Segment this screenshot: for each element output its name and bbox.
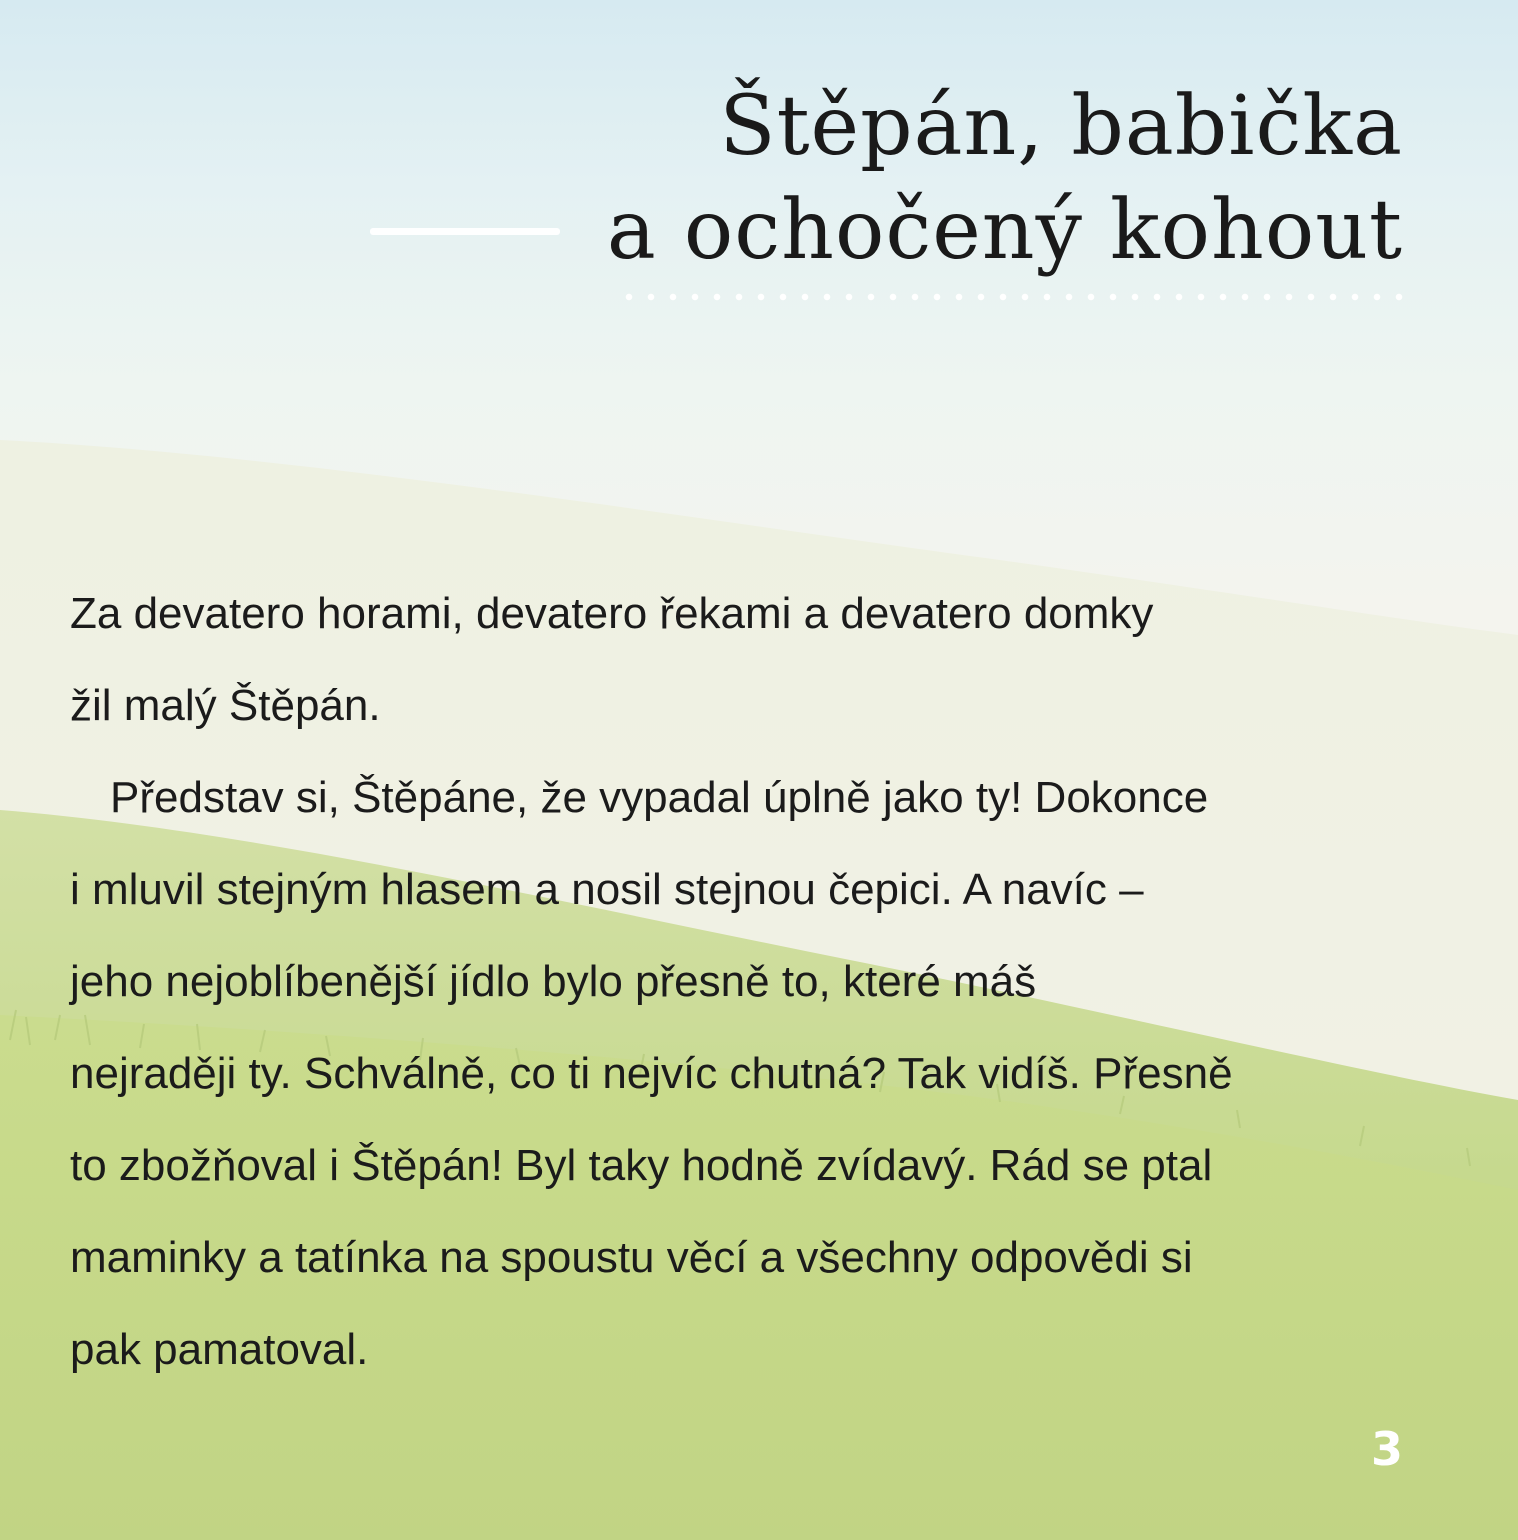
- story-text: [70, 568, 1430, 1396]
- story-line: Za devatero horami, devatero řekami a devatero domky: [70, 589, 1154, 638]
- story-line: nejraději ty. Schválně, co ti nejvíc chutná? Tak vidíš. Přesně: [70, 1049, 1233, 1098]
- page-title: [403, 75, 1403, 283]
- story-line: jeho nejoblíbenější jídlo bylo přesně to, které máš: [70, 957, 1037, 1006]
- title-line-2: a ochočený kohout: [606, 183, 1403, 278]
- story-line: maminky a tatínka na spoustu věcí a všechny odpovědi si: [70, 1233, 1193, 1282]
- decorative-dots: [618, 292, 1408, 302]
- story-line: to zbožňoval i Štěpán! Byl taky hodně zvídavý. Rád se ptal: [70, 1141, 1213, 1190]
- title-line-1: Štěpán, babička: [719, 79, 1403, 174]
- story-line: Představ si, Štěpáne, že vypadal úplně jako ty! Dokonce: [110, 773, 1209, 822]
- story-line: pak pamatoval.: [70, 1325, 369, 1374]
- story-line: žil malý Štěpán.: [70, 681, 381, 730]
- story-line: i mluvil stejným hlasem a nosil stejnou čepici. A navíc –: [70, 865, 1144, 914]
- page-number: 3: [1370, 1422, 1403, 1476]
